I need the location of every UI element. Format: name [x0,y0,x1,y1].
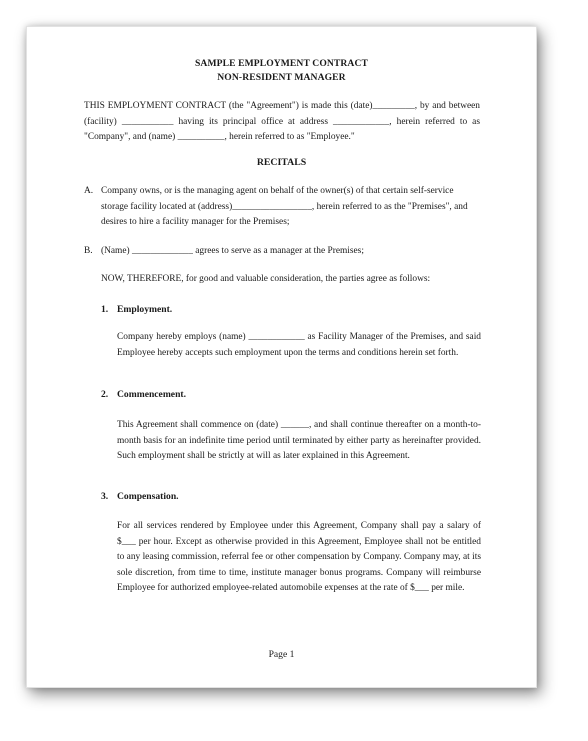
section-2-title: Commencement. [117,389,186,400]
recital-b-text: (Name) _____________ agrees to serve as a manager at the Premises; [101,246,364,256]
section-3-title: Compensation. [117,491,179,502]
now-therefore-paragraph: NOW, THEREFORE, for good and valuable consideration, the parties agree as follows: [101,274,431,284]
document-title [27,57,536,85]
section-2-body: This Agreement shall commence on (date) ______, and shall continue thereafter on a month-to-month basis for an indefinite time period until terminated by either party as hereinafter provided. Such employment shall be strictly at will as later explained in this Agreement. [117,420,481,461]
section-3-body: For all services rendered by Employee under this Agreement, Company shall pay a salary of $___ per hour. Except as otherwise provided in this Agreement, Employee shall not be entitled to any leasing commission, referral fee or other compensation by Company. Company may, at its sole discretion, from time to time, institute manager bonus programs. Company will reimburse Employee for authorized employee-related automobile expenses at the rate of $___ per mile. [117,521,481,593]
section-1-body: Company hereby employs (name) ____________ as Facility Manager of the Premises, and said Employee hereby accepts such employment upon the terms and conditions herein set forth. [117,332,481,358]
section-1-number: 1. [101,304,109,315]
recital-b-letter: B. [84,246,93,256]
section-2-number: 2. [101,389,109,400]
section-1-title: Employment. [117,304,173,315]
intro-paragraph: THIS EMPLOYMENT CONTRACT (the "Agreement") is made this (date)_________, by and between (facility) ___________ having its principal office at address ____________, herein referred to as "Company", and (name) __________, herein referred to as "Employee." [84,101,480,142]
page-number: Page 1 [268,649,295,660]
title-line-1: SAMPLE EMPLOYMENT CONTRACT [195,58,368,69]
document-page [26,26,537,688]
recitals-heading: RECITALS [256,157,307,168]
title-line-2: NON-RESIDENT MANAGER [217,72,346,83]
section-3-number: 3. [101,491,109,502]
section-1-heading [101,304,172,315]
section-2-heading [101,389,186,400]
section-3-heading [101,491,179,502]
recital-a-letter: A. [84,186,94,196]
recital-a-text: Company owns, or is the managing agent on behalf of the owner(s) of that certain self-service storage facility located at (address)_________________, herein referred to as the "Premises", and desires to hire a facility manager for the Premises; [101,186,468,227]
